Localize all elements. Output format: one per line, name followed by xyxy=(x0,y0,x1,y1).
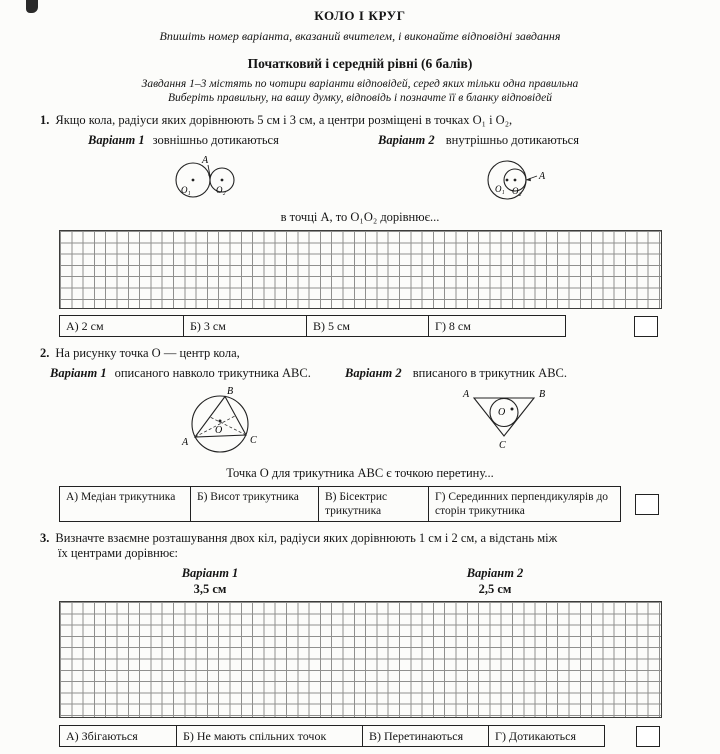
task2-number: 2. xyxy=(40,346,50,360)
task3-variant2-value: 2,5 см xyxy=(478,582,512,596)
task1-variant1-label: Варіант 1 xyxy=(88,133,145,147)
task2-figures-row xyxy=(165,384,720,462)
task1-statement xyxy=(40,113,680,128)
task2-variant1 xyxy=(50,366,345,381)
label-o1: O₁ xyxy=(495,184,505,194)
label-a: A xyxy=(463,389,470,400)
task3-answer-b: Б) Не мають спільних точок xyxy=(176,726,362,746)
center-o1-dot xyxy=(192,179,195,182)
task2-tail: Точка O для трикутника ABC є точкою перетину... xyxy=(226,466,494,480)
task3-statement xyxy=(40,531,680,561)
task3-variant2 xyxy=(425,566,565,597)
task3-text-line2: їх центрами дорівнює: xyxy=(58,546,179,560)
task3-variants-row xyxy=(0,566,720,597)
label-b: B xyxy=(227,386,234,397)
task1-answer-strip xyxy=(59,315,566,337)
label-c: C xyxy=(499,440,506,451)
task3-variant1-label: Варіант 1 xyxy=(181,566,239,580)
task2-answer-v: В) Бісектрис трикутника xyxy=(318,487,428,521)
task1-text: Якщо кола, радіуси яких дорівнюють 5 см і 3 см, а центри розміщені в точках O₁ і O₂, xyxy=(55,113,513,127)
note-line-2: Виберіть правильну, на вашу думку, відповідь і позначте її в бланку відповідей xyxy=(167,92,553,104)
note-line-1: Завдання 1–3 містять по чотири варіанти відповідей, серед яких тільки одна правильна xyxy=(141,78,579,90)
task2-answer-g: Г) Серединних перпендикулярів до сторін трикутника xyxy=(428,487,620,521)
inscribed-circle-figure xyxy=(460,384,560,452)
task1-work-grid xyxy=(59,230,662,309)
task1-answers-row xyxy=(59,315,720,337)
task3-variant1-value: 3,5 см xyxy=(193,582,227,596)
task2-answers-row xyxy=(59,486,720,522)
task1-tail: в точці A, то O₁O₂ дорівнює... xyxy=(280,210,440,224)
task2-variant2 xyxy=(345,366,567,381)
task2-answer-a: А) Медіан трикутника xyxy=(66,491,176,503)
label-o1: O₁ xyxy=(181,185,191,195)
center-o-dot xyxy=(219,420,222,423)
level-heading: Початковий і середній рівні (6 балів) xyxy=(247,56,473,71)
task1-answer-b: Б) 3 см xyxy=(183,316,306,336)
task3-variant2-label: Варіант 2 xyxy=(466,566,524,580)
task2-response-box xyxy=(635,494,659,515)
task1-variant2 xyxy=(378,133,579,148)
label-o: O xyxy=(215,425,223,436)
center-o1-dot xyxy=(506,179,509,182)
task3-work-grid xyxy=(59,601,662,718)
arrow-head xyxy=(208,175,212,180)
center-o-dot xyxy=(511,408,514,411)
task2-variant2-label: Варіант 2 xyxy=(345,366,402,380)
label-a: A xyxy=(202,155,209,166)
task1-variants-row xyxy=(88,133,720,148)
task2-answer-strip xyxy=(59,486,621,522)
label-o2: O₂ xyxy=(216,185,226,195)
label-a: A xyxy=(539,171,546,182)
task2-variant1-text: описаного навколо трикутника ABC. xyxy=(114,366,311,380)
task3-answer-v: В) Перетинаються xyxy=(362,726,488,746)
task2-variant2-text: вписаного в трикутник ABC. xyxy=(412,366,567,380)
task1-answer-a: А) 2 см xyxy=(66,319,104,333)
page-title: КОЛО І КРУГ xyxy=(314,8,406,23)
task1-number: 1. xyxy=(40,113,50,127)
external-tangency-figure xyxy=(145,150,285,206)
task1-answer-v: В) 5 см xyxy=(306,316,428,336)
task1-figures-row xyxy=(145,150,720,206)
internal-tangency-figure xyxy=(465,150,595,206)
task1-variant1-text: зовнішньо дотикаються xyxy=(152,133,279,147)
circumscribed-circle-figure xyxy=(165,384,275,462)
label-b: B xyxy=(539,389,546,400)
label-o2: O₂ xyxy=(512,186,522,196)
task3-answers-row xyxy=(59,725,720,747)
label-a: A xyxy=(182,437,189,448)
task2-text: На рисунку точка O — центр кола, xyxy=(55,346,240,360)
task2-answer-b: Б) Висот трикутника xyxy=(190,487,318,521)
task3-number: 3. xyxy=(40,531,50,545)
label-o: O xyxy=(498,407,506,418)
task3-response-box xyxy=(636,726,660,747)
task1-answer-g: Г) 8 см xyxy=(428,316,565,336)
task2-variants-row xyxy=(50,366,720,381)
task3-answer-g: Г) Дотикаються xyxy=(488,726,604,746)
task3-answer-a: А) Збігаються xyxy=(66,729,138,743)
variant-instruction: Впишіть номер варіанта, вказаний вчителем, і виконайте відповідні завдання xyxy=(159,29,561,43)
task3-variant1 xyxy=(140,566,280,597)
task2-variant1-label: Варіант 1 xyxy=(50,366,107,380)
label-c: C xyxy=(250,435,257,446)
task3-text-line1: Визначте взаємне розташування двох кіл, радіуси яких дорівнюють 1 см і 2 см, а відстань між xyxy=(55,531,558,545)
task1-variant1 xyxy=(88,133,378,148)
center-o2-dot xyxy=(221,179,224,182)
scan-artifact xyxy=(26,0,38,13)
center-o2-dot xyxy=(514,179,517,182)
task1-variant2-text: внутрішньо дотикаються xyxy=(445,133,579,147)
task3-answer-strip xyxy=(59,725,605,747)
task1-variant2-label: Варіант 2 xyxy=(378,133,435,147)
task2-statement xyxy=(40,346,680,361)
task1-response-box xyxy=(634,316,658,337)
